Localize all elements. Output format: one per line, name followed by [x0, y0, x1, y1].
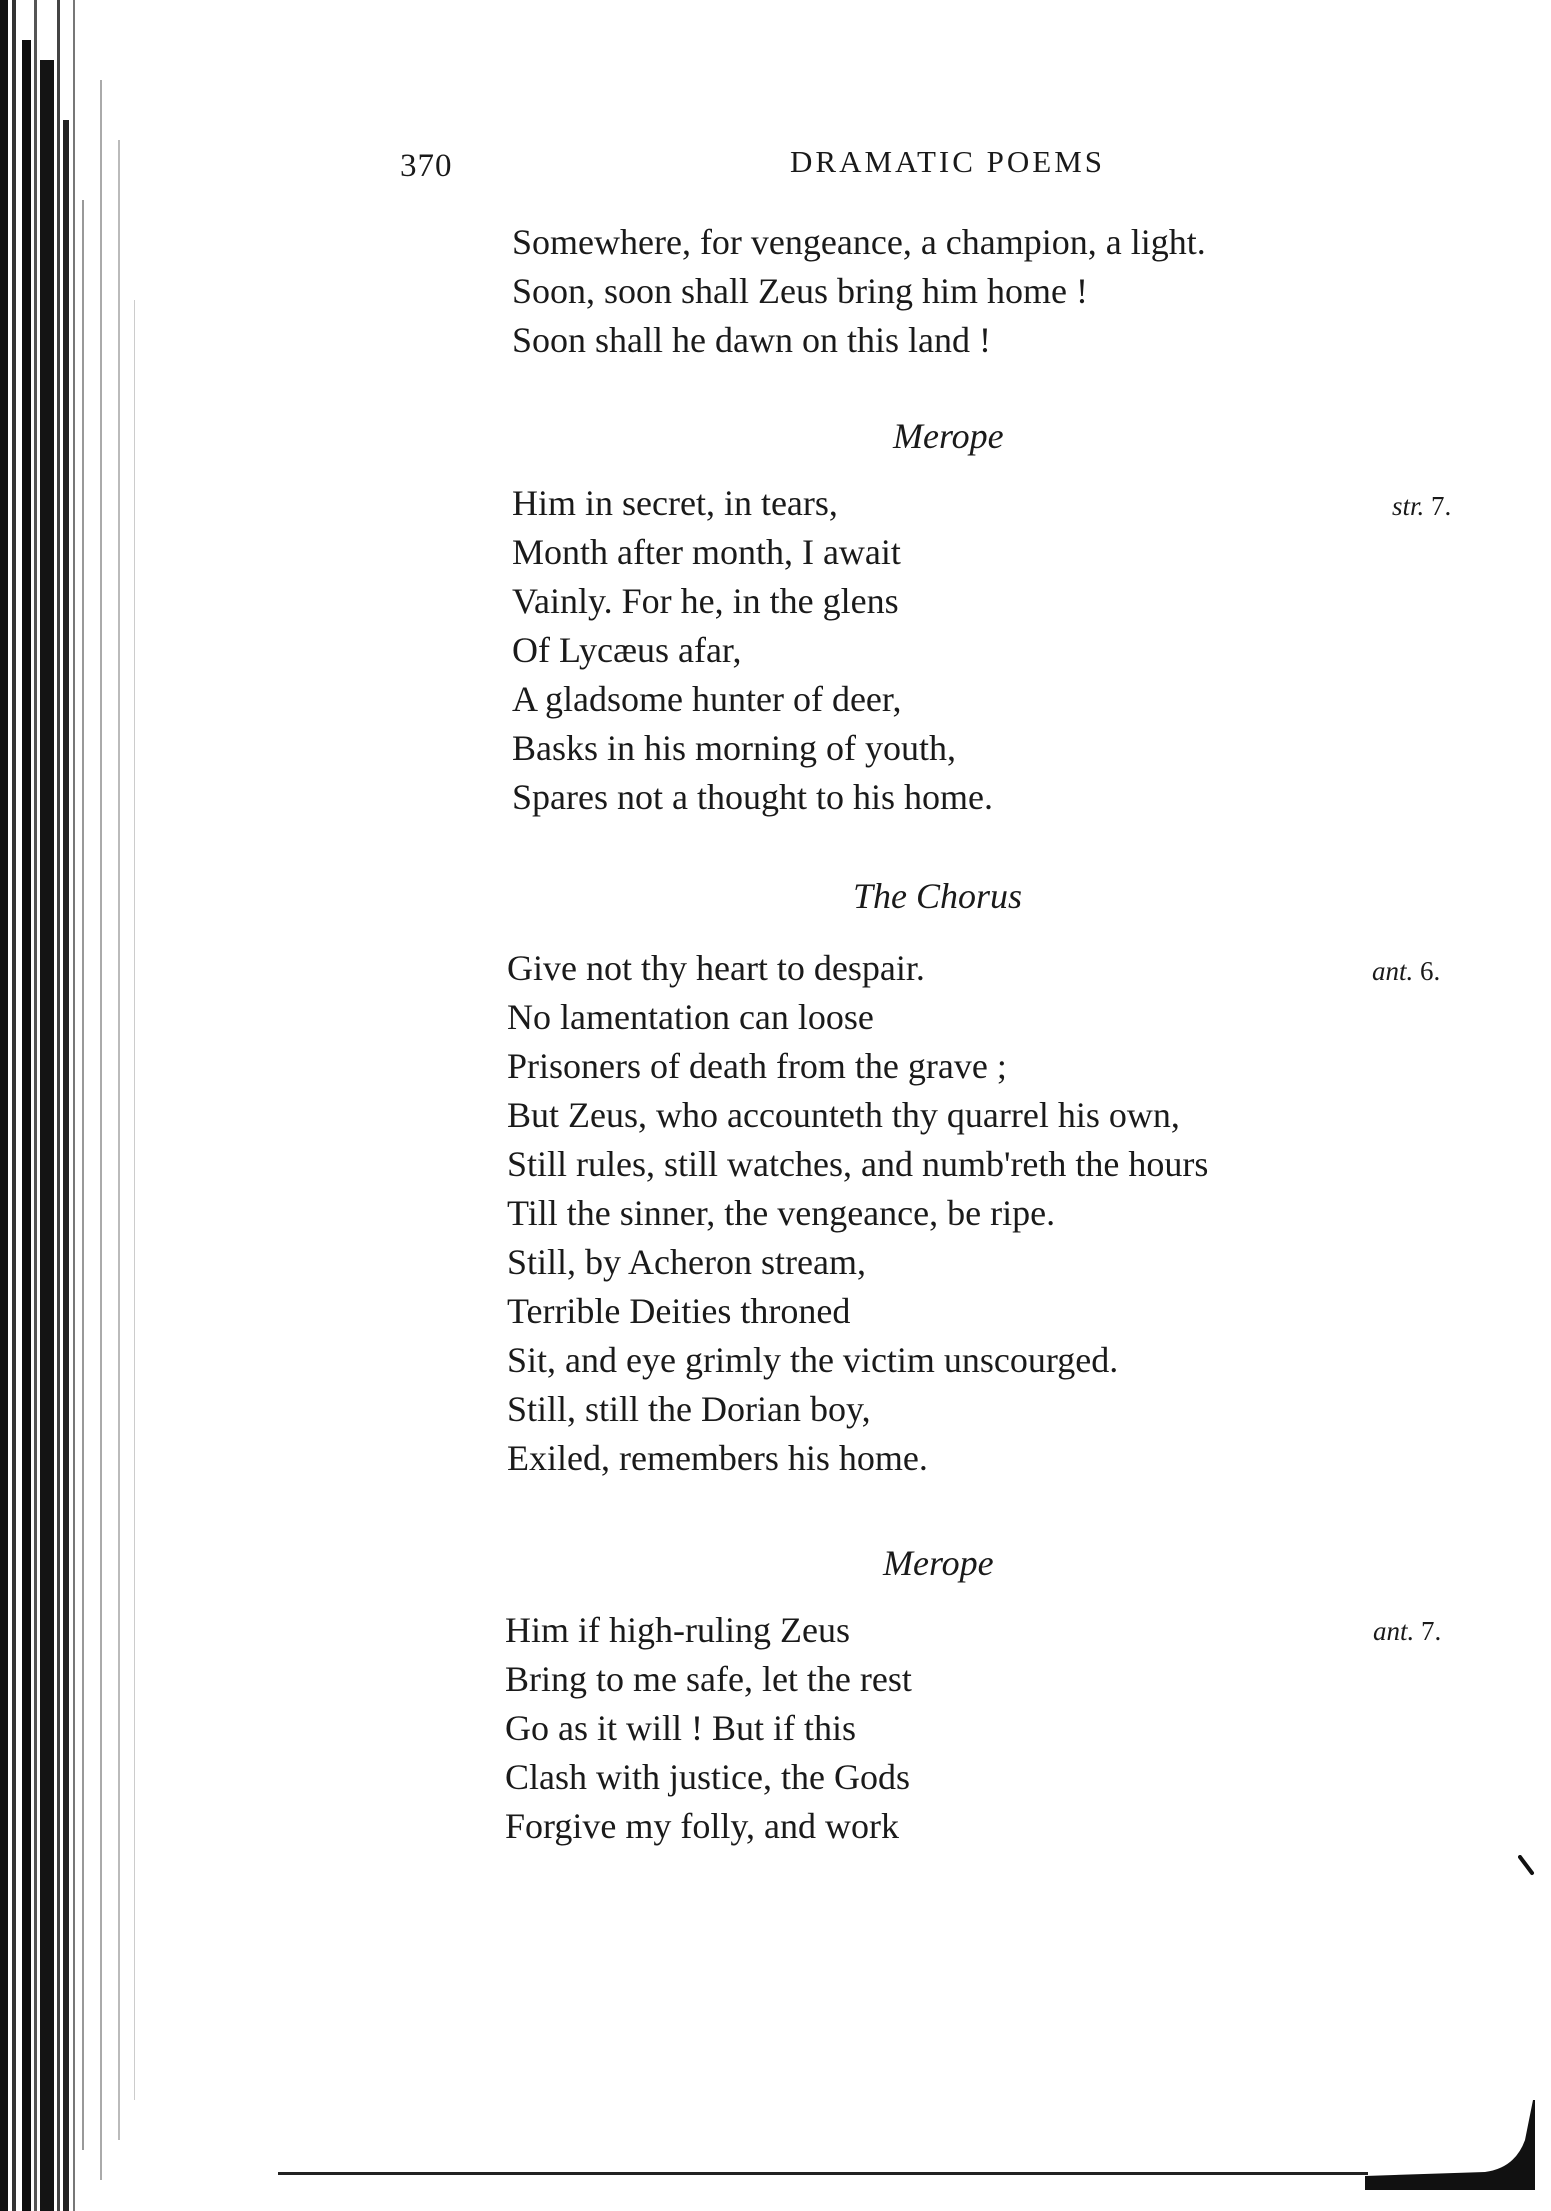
verse-line: Him if high-ruling Zeus [505, 1610, 850, 1650]
antistrophe-marker [1373, 1618, 1441, 1645]
margin-note-label: str. [1392, 491, 1425, 521]
verse-line: Vainly. For he, in the glens [512, 581, 899, 621]
verse-line: Forgive my folly, and work [505, 1806, 899, 1846]
page-curl-icon [1365, 2100, 1535, 2190]
verse-line: Bring to me safe, let the rest [505, 1659, 912, 1699]
speaker-name: Merope [893, 416, 1004, 456]
page-number: 370 [400, 148, 453, 184]
scan-mark-icon [1518, 1855, 1536, 1877]
verse-line: Still rules, still watches, and numb'reth the hours [507, 1144, 1209, 1184]
margin-note-number: 6. [1420, 956, 1441, 986]
antistrophe-marker [1372, 958, 1440, 985]
verse-line: Soon shall he dawn on this land ! [512, 320, 991, 360]
verse-line: Prisoners of death from the grave ; [507, 1046, 1007, 1086]
verse-line: Him in secret, in tears, [512, 483, 838, 523]
verse-line: Of Lycæus afar, [512, 630, 742, 670]
verse-line: Still, still the Dorian boy, [507, 1389, 871, 1429]
verse-line: A gladsome hunter of deer, [512, 679, 902, 719]
bottom-rule [278, 2172, 1368, 2175]
verse-line: Exiled, remembers his home. [507, 1438, 928, 1478]
verse-line: Till the sinner, the vengeance, be ripe. [507, 1193, 1056, 1233]
verse-line: Give not thy heart to despair. [507, 948, 925, 988]
verse-line: Still, by Acheron stream, [507, 1242, 866, 1282]
margin-note-label: ant. [1372, 956, 1414, 986]
verse-line: Sit, and eye grimly the victim unscourged. [507, 1340, 1119, 1380]
speaker-name: Merope [883, 1543, 994, 1583]
margin-note-label: ant. [1373, 1616, 1415, 1646]
verse-line: Basks in his morning of youth, [512, 728, 957, 768]
binding-gutter [0, 0, 150, 2211]
verse-line: Month after month, I await [512, 532, 901, 572]
verse-line: Somewhere, for vengeance, a champion, a light. [512, 222, 1206, 262]
verse-line: Clash with justice, the Gods [505, 1757, 910, 1797]
verse-line: Soon, soon shall Zeus bring him home ! [512, 271, 1088, 311]
margin-note-number: 7. [1431, 491, 1452, 521]
margin-note-number: 7. [1421, 1616, 1442, 1646]
strophe-marker [1392, 493, 1451, 520]
verse-line: Go as it will ! But if this [505, 1708, 856, 1748]
verse-line: No lamentation can loose [507, 997, 874, 1037]
running-head: DRAMATIC POEMS [790, 144, 1106, 179]
speaker-name: The Chorus [853, 876, 1023, 916]
verse-line: Terrible Deities throned [507, 1291, 851, 1331]
verse-line: But Zeus, who accounteth thy quarrel his own, [507, 1095, 1180, 1135]
verse-line: Spares not a thought to his home. [512, 777, 993, 817]
